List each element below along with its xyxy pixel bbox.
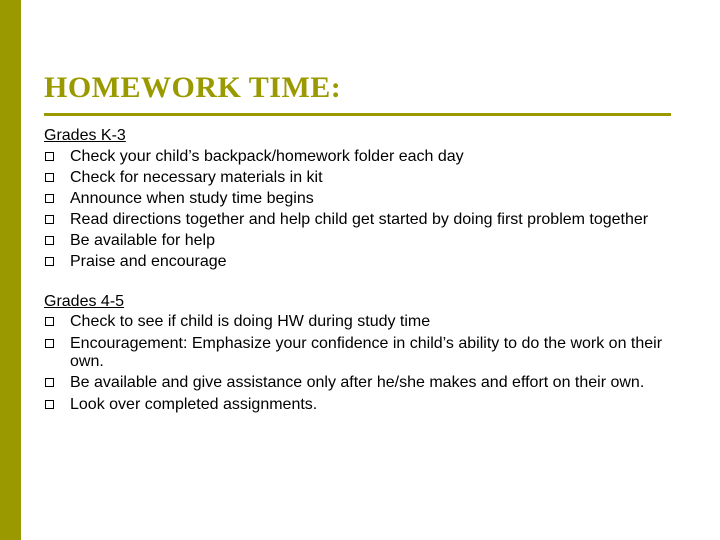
list-item-text: Encouragement: Emphasize your confidence in child’s ability to do the work on their own. bbox=[70, 334, 663, 371]
list-item bbox=[44, 396, 684, 415]
bullet-list bbox=[44, 148, 684, 272]
list-item bbox=[44, 232, 684, 251]
list-item bbox=[44, 190, 684, 209]
list-item bbox=[44, 253, 684, 272]
list-item bbox=[44, 313, 684, 332]
slide-body bbox=[44, 127, 684, 417]
list-item-text: Check your child’s backpack/homework folder each day bbox=[70, 147, 464, 165]
slide-title: HOMEWORK TIME: bbox=[44, 71, 342, 104]
list-item-text: Be available and give assistance only after he/she makes and effort on their own. bbox=[70, 374, 645, 392]
list-item bbox=[44, 169, 684, 188]
square-bullet-icon bbox=[45, 378, 54, 387]
list-item-text: Check to see if child is doing HW during study time bbox=[70, 313, 431, 331]
square-bullet-icon bbox=[45, 152, 54, 161]
list-item-text: Be available for help bbox=[70, 232, 215, 250]
bullet-list bbox=[44, 313, 684, 414]
square-bullet-icon bbox=[45, 236, 54, 245]
square-bullet-icon bbox=[45, 194, 54, 203]
square-bullet-icon bbox=[45, 257, 54, 266]
list-item bbox=[44, 148, 684, 167]
list-item-text: Announce when study time begins bbox=[70, 189, 314, 207]
list-item bbox=[44, 211, 684, 230]
square-bullet-icon bbox=[45, 215, 54, 224]
section-grades-4-5 bbox=[44, 293, 684, 414]
left-accent-bar bbox=[0, 0, 21, 540]
list-item-text: Look over completed assignments. bbox=[70, 395, 318, 413]
square-bullet-icon bbox=[45, 173, 54, 182]
list-item bbox=[44, 335, 684, 372]
section-grades-k3 bbox=[44, 127, 684, 272]
list-item-text: Check for necessary materials in kit bbox=[70, 168, 323, 186]
section-heading: Grades K-3 bbox=[44, 127, 126, 144]
square-bullet-icon bbox=[45, 339, 54, 348]
list-item bbox=[44, 374, 684, 393]
title-underline-rule bbox=[44, 113, 671, 116]
square-bullet-icon bbox=[45, 400, 54, 409]
list-item-text: Read directions together and help child get started by doing first problem together bbox=[70, 211, 649, 229]
square-bullet-icon bbox=[45, 317, 54, 326]
list-item-text: Praise and encourage bbox=[70, 253, 227, 271]
section-heading: Grades 4-5 bbox=[44, 292, 125, 310]
